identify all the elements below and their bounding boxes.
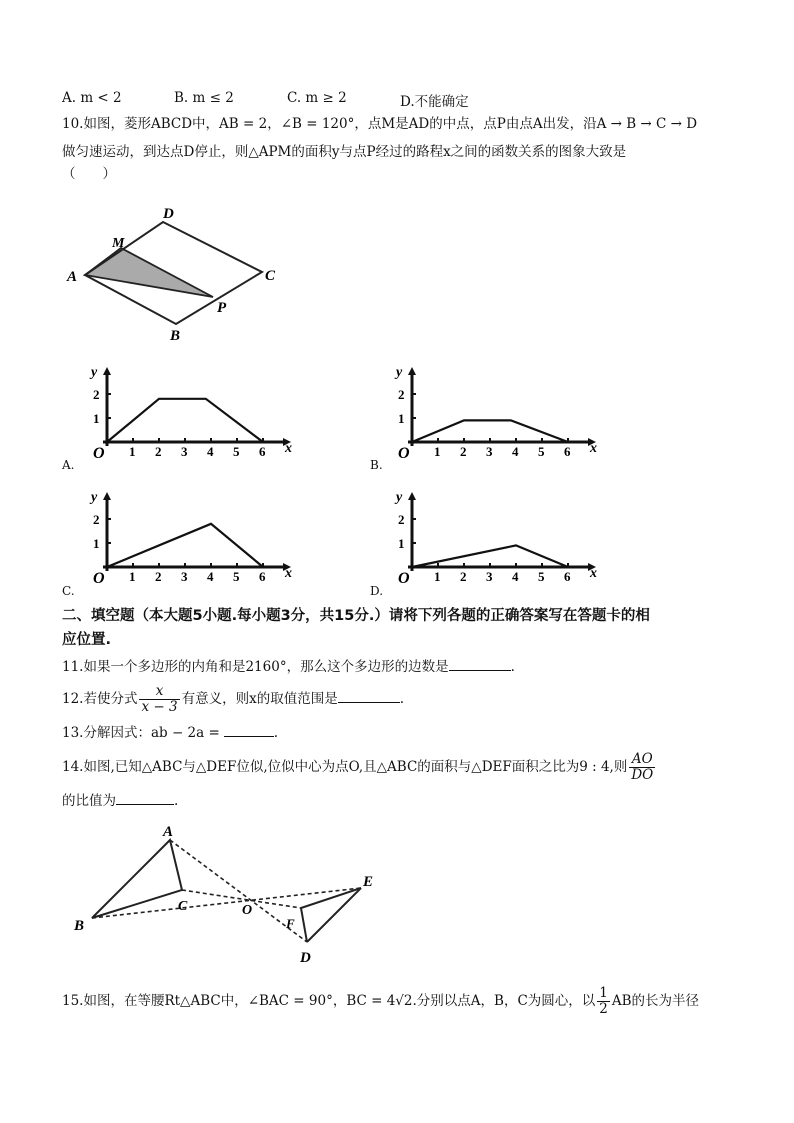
x-tick-label: 4: [207, 569, 214, 584]
origin-label: O: [398, 445, 410, 462]
q12-post: 有意义，则x的取值范围是: [181, 691, 338, 707]
y-axis-label: y: [396, 490, 403, 505]
q12-numerator: x: [139, 684, 179, 700]
graph-label-d: D.: [370, 584, 384, 598]
x-tick-label: 3: [181, 569, 188, 584]
label-F: F: [286, 916, 295, 931]
y-tick-label: 2: [398, 387, 405, 402]
y-tick-label: 2: [93, 387, 100, 402]
x-tick-label: 6: [259, 569, 266, 584]
q11-answer-blank[interactable]: [449, 656, 511, 671]
y-tick-label: 2: [398, 512, 405, 527]
q15-pre: 15.如图，在等腰Rt△ABC中，∠BAC = 90°，BC = 4√2.分别以点A，B，C为圆心，以: [62, 993, 596, 1009]
q13-text: 13.分解因式：ab − 2a =: [62, 725, 220, 741]
q13-end: .: [273, 725, 279, 741]
q14-fraction: [629, 752, 655, 783]
y-axis-arrow: [103, 367, 111, 375]
q14-line2-text: 的比值为: [62, 793, 116, 809]
label-O: O: [242, 903, 253, 918]
label-D: D: [300, 950, 311, 966]
graph-c: [85, 487, 300, 587]
q14-line2: [62, 790, 178, 811]
x-tick-label: 2: [460, 569, 467, 584]
q13: [62, 722, 278, 743]
q12-pre: 12.若使分式: [62, 691, 138, 707]
y-tick-label: 1: [398, 536, 405, 551]
x-tick-label: 1: [434, 569, 441, 584]
y-tick-label: 1: [398, 411, 405, 426]
x-tick-label: 5: [538, 444, 545, 459]
x-tick-label: 3: [486, 569, 493, 584]
x-tick-label: 2: [155, 569, 162, 584]
label-B: B: [170, 328, 181, 344]
y-axis-arrow: [103, 492, 111, 500]
homothety-figure: [70, 818, 390, 968]
x-tick-label: 1: [434, 444, 441, 459]
q15-denominator: 2: [599, 1001, 608, 1017]
x-tick-label: 6: [259, 444, 266, 459]
x-tick-label: 4: [512, 444, 519, 459]
q12: [62, 684, 404, 715]
x-tick-label: 4: [207, 444, 214, 459]
x-axis-label: x: [590, 566, 597, 581]
q12-denominator: x − 3: [141, 699, 178, 715]
label-C: C: [178, 899, 188, 914]
x-axis-label: x: [285, 441, 292, 456]
q10-line2: 做匀速运动，到达点D停止，则△APM的面积y与点P经过的路程x之间的函数关系的图象大致是: [62, 144, 627, 160]
q15: [62, 986, 699, 1017]
label-A: A: [67, 269, 78, 285]
q9-option-b: B. m ≤ 2: [174, 90, 234, 106]
q12-answer-blank[interactable]: [338, 688, 400, 703]
section2-heading-cont: 应位置.: [62, 632, 112, 648]
graph-d: [390, 487, 605, 587]
label-B: B: [74, 918, 85, 934]
y-tick-label: 2: [93, 512, 100, 527]
rhombus-figure: [60, 200, 290, 350]
graph-b: [390, 362, 605, 462]
x-tick-label: 4: [512, 569, 519, 584]
x-tick-label: 2: [460, 444, 467, 459]
q13-answer-blank[interactable]: [224, 722, 274, 737]
x-tick-label: 2: [155, 444, 162, 459]
label-E: E: [363, 874, 374, 890]
label-M: M: [112, 236, 125, 251]
q11-end: .: [510, 659, 515, 675]
y-tick-label: 1: [93, 536, 100, 551]
q9-option-a: A. m < 2: [62, 90, 122, 106]
q14-text: 14.如图,已知△ABC与△DEF位似,位似中心为点O,且△ABC的面积与△DEF面积之比为9 : 4,则: [62, 759, 628, 775]
q11-text: 11.如果一个多边形的内角和是2160°，那么这个多边形的边数是: [62, 659, 449, 675]
origin-label: O: [93, 445, 105, 462]
origin-label: O: [93, 570, 105, 587]
x-tick-label: 5: [233, 569, 240, 584]
graph-label-c: C.: [62, 584, 75, 598]
graph-label-b: B.: [370, 458, 383, 472]
label-C: C: [265, 268, 276, 284]
y-axis-arrow: [408, 492, 416, 500]
q15-post: AB的长为半径: [611, 993, 700, 1009]
y-tick-label: 1: [93, 411, 100, 426]
y-axis-label: y: [396, 365, 403, 380]
graph-a: [85, 362, 300, 462]
section2-heading: 二、填空题（本大题5小题.每小题3分，共15分.）请将下列各题的正确答案写在答题卡的相: [62, 608, 650, 624]
function-curve: [107, 399, 263, 442]
x-tick-label: 6: [564, 569, 571, 584]
label-D: D: [163, 206, 174, 222]
x-tick-label: 3: [486, 444, 493, 459]
x-tick-label: 1: [129, 569, 136, 584]
q9-option-c: C. m ≥ 2: [287, 90, 347, 106]
x-tick-label: 3: [181, 444, 188, 459]
q10-line1: 10.如图，菱形ABCD中，AB = 2，∠B = 120°，点M是AD的中点，点P由点A出发，沿A → B → C → D: [62, 116, 698, 132]
y-axis-label: y: [91, 365, 98, 380]
graph-label-a: A.: [62, 458, 75, 472]
label-A: A: [163, 824, 174, 840]
function-curve: [107, 524, 263, 567]
origin-label: O: [398, 570, 410, 587]
q15-numerator: 1: [599, 985, 608, 1001]
q14-numerator: AO: [629, 752, 655, 768]
q12-fraction: [139, 684, 179, 715]
y-axis-arrow: [408, 367, 416, 375]
q15-fraction: [597, 986, 610, 1017]
q10-answer-paren: （ ）: [62, 166, 116, 182]
q11: [62, 656, 515, 677]
x-tick-label: 6: [564, 444, 571, 459]
q14-line1: [62, 752, 657, 783]
q12-end: .: [399, 691, 405, 707]
q9-option-d: D.不能确定: [400, 94, 469, 110]
q14-denominator: DO: [631, 767, 654, 783]
y-axis-label: y: [91, 490, 98, 505]
x-tick-label: 1: [129, 444, 136, 459]
q14-end: .: [174, 793, 179, 809]
x-tick-label: 5: [538, 569, 545, 584]
x-axis-label: x: [590, 441, 597, 456]
label-P: P: [217, 300, 227, 316]
x-axis-label: x: [285, 566, 292, 581]
x-tick-label: 5: [233, 444, 240, 459]
q14-answer-blank[interactable]: [116, 790, 174, 805]
